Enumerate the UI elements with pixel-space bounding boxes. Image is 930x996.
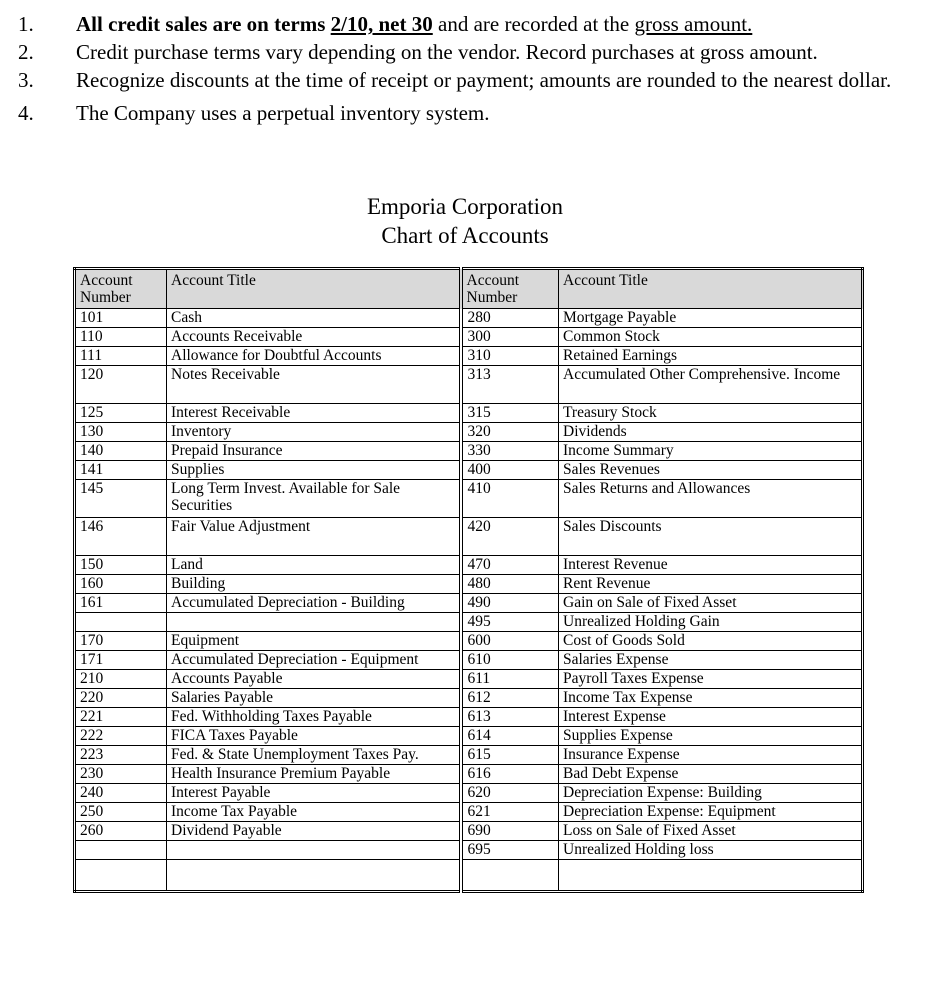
account-title-cell: Payroll Taxes Expense — [559, 670, 863, 689]
account-number-cell: 223 — [75, 746, 167, 765]
gross-amount-text: gross amount. — [634, 12, 753, 36]
account-number-cell: 111 — [75, 347, 167, 366]
account-title-cell: Mortgage Payable — [559, 309, 863, 328]
account-title-cell: Sales Revenues — [559, 461, 863, 480]
account-number-cell: 495 — [461, 613, 559, 632]
account-title-cell: Allowance for Doubtful Accounts — [167, 347, 461, 366]
instruction-item — [18, 101, 918, 126]
table-header-row — [75, 269, 863, 309]
table-row — [75, 613, 863, 632]
table-row — [75, 708, 863, 727]
account-number-cell: 612 — [461, 689, 559, 708]
account-title-cell: Bad Debt Expense — [559, 765, 863, 784]
account-title-cell — [167, 841, 461, 860]
account-title-cell: Interest Receivable — [167, 404, 461, 423]
table-row — [75, 651, 863, 670]
instruction-item — [18, 68, 918, 93]
account-number-cell: 313 — [461, 366, 559, 404]
account-title-cell: Inventory — [167, 423, 461, 442]
table-row — [75, 632, 863, 651]
table-row — [75, 328, 863, 347]
account-title-cell: Interest Payable — [167, 784, 461, 803]
account-title-cell: Interest Revenue — [559, 556, 863, 575]
account-number-cell: 140 — [75, 442, 167, 461]
table-row — [75, 575, 863, 594]
account-number-cell: 690 — [461, 822, 559, 841]
account-number-cell: 161 — [75, 594, 167, 613]
account-title-cell: Unrealized Holding loss — [559, 841, 863, 860]
account-title-cell: Retained Earnings — [559, 347, 863, 366]
account-title-cell: Rent Revenue — [559, 575, 863, 594]
account-number-cell: 230 — [75, 765, 167, 784]
table-row — [75, 556, 863, 575]
chart-of-accounts-table — [73, 267, 864, 893]
table-body — [75, 309, 863, 892]
account-number-cell — [75, 841, 167, 860]
instruction-item — [18, 40, 918, 65]
table-row — [75, 366, 863, 404]
table-row — [75, 727, 863, 746]
account-title-cell: Prepaid Insurance — [167, 442, 461, 461]
table-row — [75, 404, 863, 423]
account-title-cell: Unrealized Holding Gain — [559, 613, 863, 632]
header-account-number: Account Number — [461, 269, 559, 309]
account-number-cell: 420 — [461, 518, 559, 556]
account-number-cell: 470 — [461, 556, 559, 575]
table-row — [75, 594, 863, 613]
instruction-number: 1. — [18, 12, 34, 36]
account-number-cell: 146 — [75, 518, 167, 556]
credit-terms: 2/10, net 30 — [330, 12, 433, 36]
account-title-cell: Income Summary — [559, 442, 863, 461]
account-title-cell: Depreciation Expense: Equipment — [559, 803, 863, 822]
account-number-cell: 101 — [75, 309, 167, 328]
account-title-cell — [559, 860, 863, 892]
account-title-cell: Sales Discounts — [559, 518, 863, 556]
account-title-cell: Loss on Sale of Fixed Asset — [559, 822, 863, 841]
instruction-text — [76, 12, 918, 37]
instruction-number: 2. — [18, 40, 34, 64]
account-number-cell: 280 — [461, 309, 559, 328]
account-title-cell: Long Term Invest. Available for Sale Securities — [167, 480, 461, 518]
account-number-cell: 695 — [461, 841, 559, 860]
table-row — [75, 461, 863, 480]
instruction-middle: and are recorded at the — [432, 12, 635, 36]
instructions-list — [18, 12, 918, 126]
account-title-cell: Fed. & State Unemployment Taxes Pay. — [167, 746, 461, 765]
account-number-cell: 616 — [461, 765, 559, 784]
account-number-cell — [75, 613, 167, 632]
chart-heading — [0, 192, 930, 250]
account-number-cell: 320 — [461, 423, 559, 442]
account-title-cell: Salaries Payable — [167, 689, 461, 708]
account-number-cell — [75, 860, 167, 892]
table-row — [75, 689, 863, 708]
account-title-cell: Equipment — [167, 632, 461, 651]
account-title-cell: Fed. Withholding Taxes Payable — [167, 708, 461, 727]
account-title-cell: Cost of Goods Sold — [559, 632, 863, 651]
instruction-text: Credit purchase terms vary depending on the vendor. Record purchases at gross amount. — [76, 40, 818, 64]
account-number-cell: 171 — [75, 651, 167, 670]
account-title-cell: Salaries Expense — [559, 651, 863, 670]
account-title-cell: Cash — [167, 309, 461, 328]
account-number-cell: 480 — [461, 575, 559, 594]
instruction-text: The Company uses a perpetual inventory system. — [76, 101, 490, 125]
account-number-cell: 130 — [75, 423, 167, 442]
header-account-title: Account Title — [167, 269, 461, 309]
table-row — [75, 309, 863, 328]
table-row — [75, 784, 863, 803]
account-number-cell: 125 — [75, 404, 167, 423]
account-number-cell: 141 — [75, 461, 167, 480]
account-number-cell: 210 — [75, 670, 167, 689]
table-row — [75, 746, 863, 765]
table-row — [75, 442, 863, 461]
account-title-cell: Land — [167, 556, 461, 575]
account-title-cell: FICA Taxes Payable — [167, 727, 461, 746]
account-number-cell: 160 — [75, 575, 167, 594]
account-title-cell: Accumulated Other Comprehensive. Income — [559, 366, 863, 404]
account-title-cell: Income Tax Expense — [559, 689, 863, 708]
table-row — [75, 423, 863, 442]
instruction-number: 4. — [18, 101, 34, 125]
account-number-cell: 614 — [461, 727, 559, 746]
account-number-cell: 260 — [75, 822, 167, 841]
account-number-cell: 620 — [461, 784, 559, 803]
account-number-cell: 221 — [75, 708, 167, 727]
account-number-cell: 490 — [461, 594, 559, 613]
table-row — [75, 803, 863, 822]
account-number-cell: 330 — [461, 442, 559, 461]
account-title-cell: Accounts Payable — [167, 670, 461, 689]
header-account-number: Account Number — [75, 269, 167, 309]
account-number-cell: 222 — [75, 727, 167, 746]
account-number-cell: 240 — [75, 784, 167, 803]
account-title-cell: Depreciation Expense: Building — [559, 784, 863, 803]
company-name: Emporia Corporation — [366, 194, 564, 219]
table-row — [75, 480, 863, 518]
document-title: Chart of Accounts — [381, 223, 549, 248]
table-row — [75, 670, 863, 689]
instruction-text: Recognize discounts at the time of receipt or payment; amounts are rounded to the nearest dollar. — [76, 68, 892, 92]
account-title-cell: Insurance Expense — [559, 746, 863, 765]
account-number-cell: 315 — [461, 404, 559, 423]
account-title-cell: Health Insurance Premium Payable — [167, 765, 461, 784]
table-row — [75, 765, 863, 784]
instruction-item — [18, 12, 918, 37]
account-title-cell: Interest Expense — [559, 708, 863, 727]
account-number-cell: 120 — [75, 366, 167, 404]
account-title-cell: Dividends — [559, 423, 863, 442]
account-title-cell: Accounts Receivable — [167, 328, 461, 347]
account-number-cell: 615 — [461, 746, 559, 765]
account-number-cell: 250 — [75, 803, 167, 822]
account-number-cell — [461, 860, 559, 892]
account-number-cell: 300 — [461, 328, 559, 347]
account-number-cell: 150 — [75, 556, 167, 575]
instruction-bold-lead: All credit sales are on terms — [76, 12, 331, 36]
table-row — [75, 347, 863, 366]
header-account-title: Account Title — [559, 269, 863, 309]
account-number-cell: 613 — [461, 708, 559, 727]
account-number-cell: 400 — [461, 461, 559, 480]
account-number-cell: 220 — [75, 689, 167, 708]
account-number-cell: 110 — [75, 328, 167, 347]
account-number-cell: 621 — [461, 803, 559, 822]
account-number-cell: 610 — [461, 651, 559, 670]
account-title-cell: Accumulated Depreciation - Building — [167, 594, 461, 613]
instruction-number: 3. — [18, 68, 34, 92]
account-title-cell: Gain on Sale of Fixed Asset — [559, 594, 863, 613]
account-title-cell: Treasury Stock — [559, 404, 863, 423]
account-title-cell: Supplies Expense — [559, 727, 863, 746]
table-row — [75, 822, 863, 841]
account-title-cell: Supplies — [167, 461, 461, 480]
account-title-cell: Dividend Payable — [167, 822, 461, 841]
table-row — [75, 518, 863, 556]
account-title-cell — [167, 613, 461, 632]
table-row — [75, 860, 863, 892]
account-number-cell: 145 — [75, 480, 167, 518]
account-number-cell: 600 — [461, 632, 559, 651]
account-number-cell: 310 — [461, 347, 559, 366]
account-number-cell: 410 — [461, 480, 559, 518]
table-row — [75, 841, 863, 860]
account-title-cell: Accumulated Depreciation - Equipment — [167, 651, 461, 670]
account-title-cell: Building — [167, 575, 461, 594]
account-title-cell: Fair Value Adjustment — [167, 518, 461, 556]
account-title-cell: Common Stock — [559, 328, 863, 347]
account-number-cell: 611 — [461, 670, 559, 689]
account-title-cell — [167, 860, 461, 892]
account-number-cell: 170 — [75, 632, 167, 651]
account-title-cell: Sales Returns and Allowances — [559, 480, 863, 518]
account-title-cell: Notes Receivable — [167, 366, 461, 404]
account-title-cell: Income Tax Payable — [167, 803, 461, 822]
